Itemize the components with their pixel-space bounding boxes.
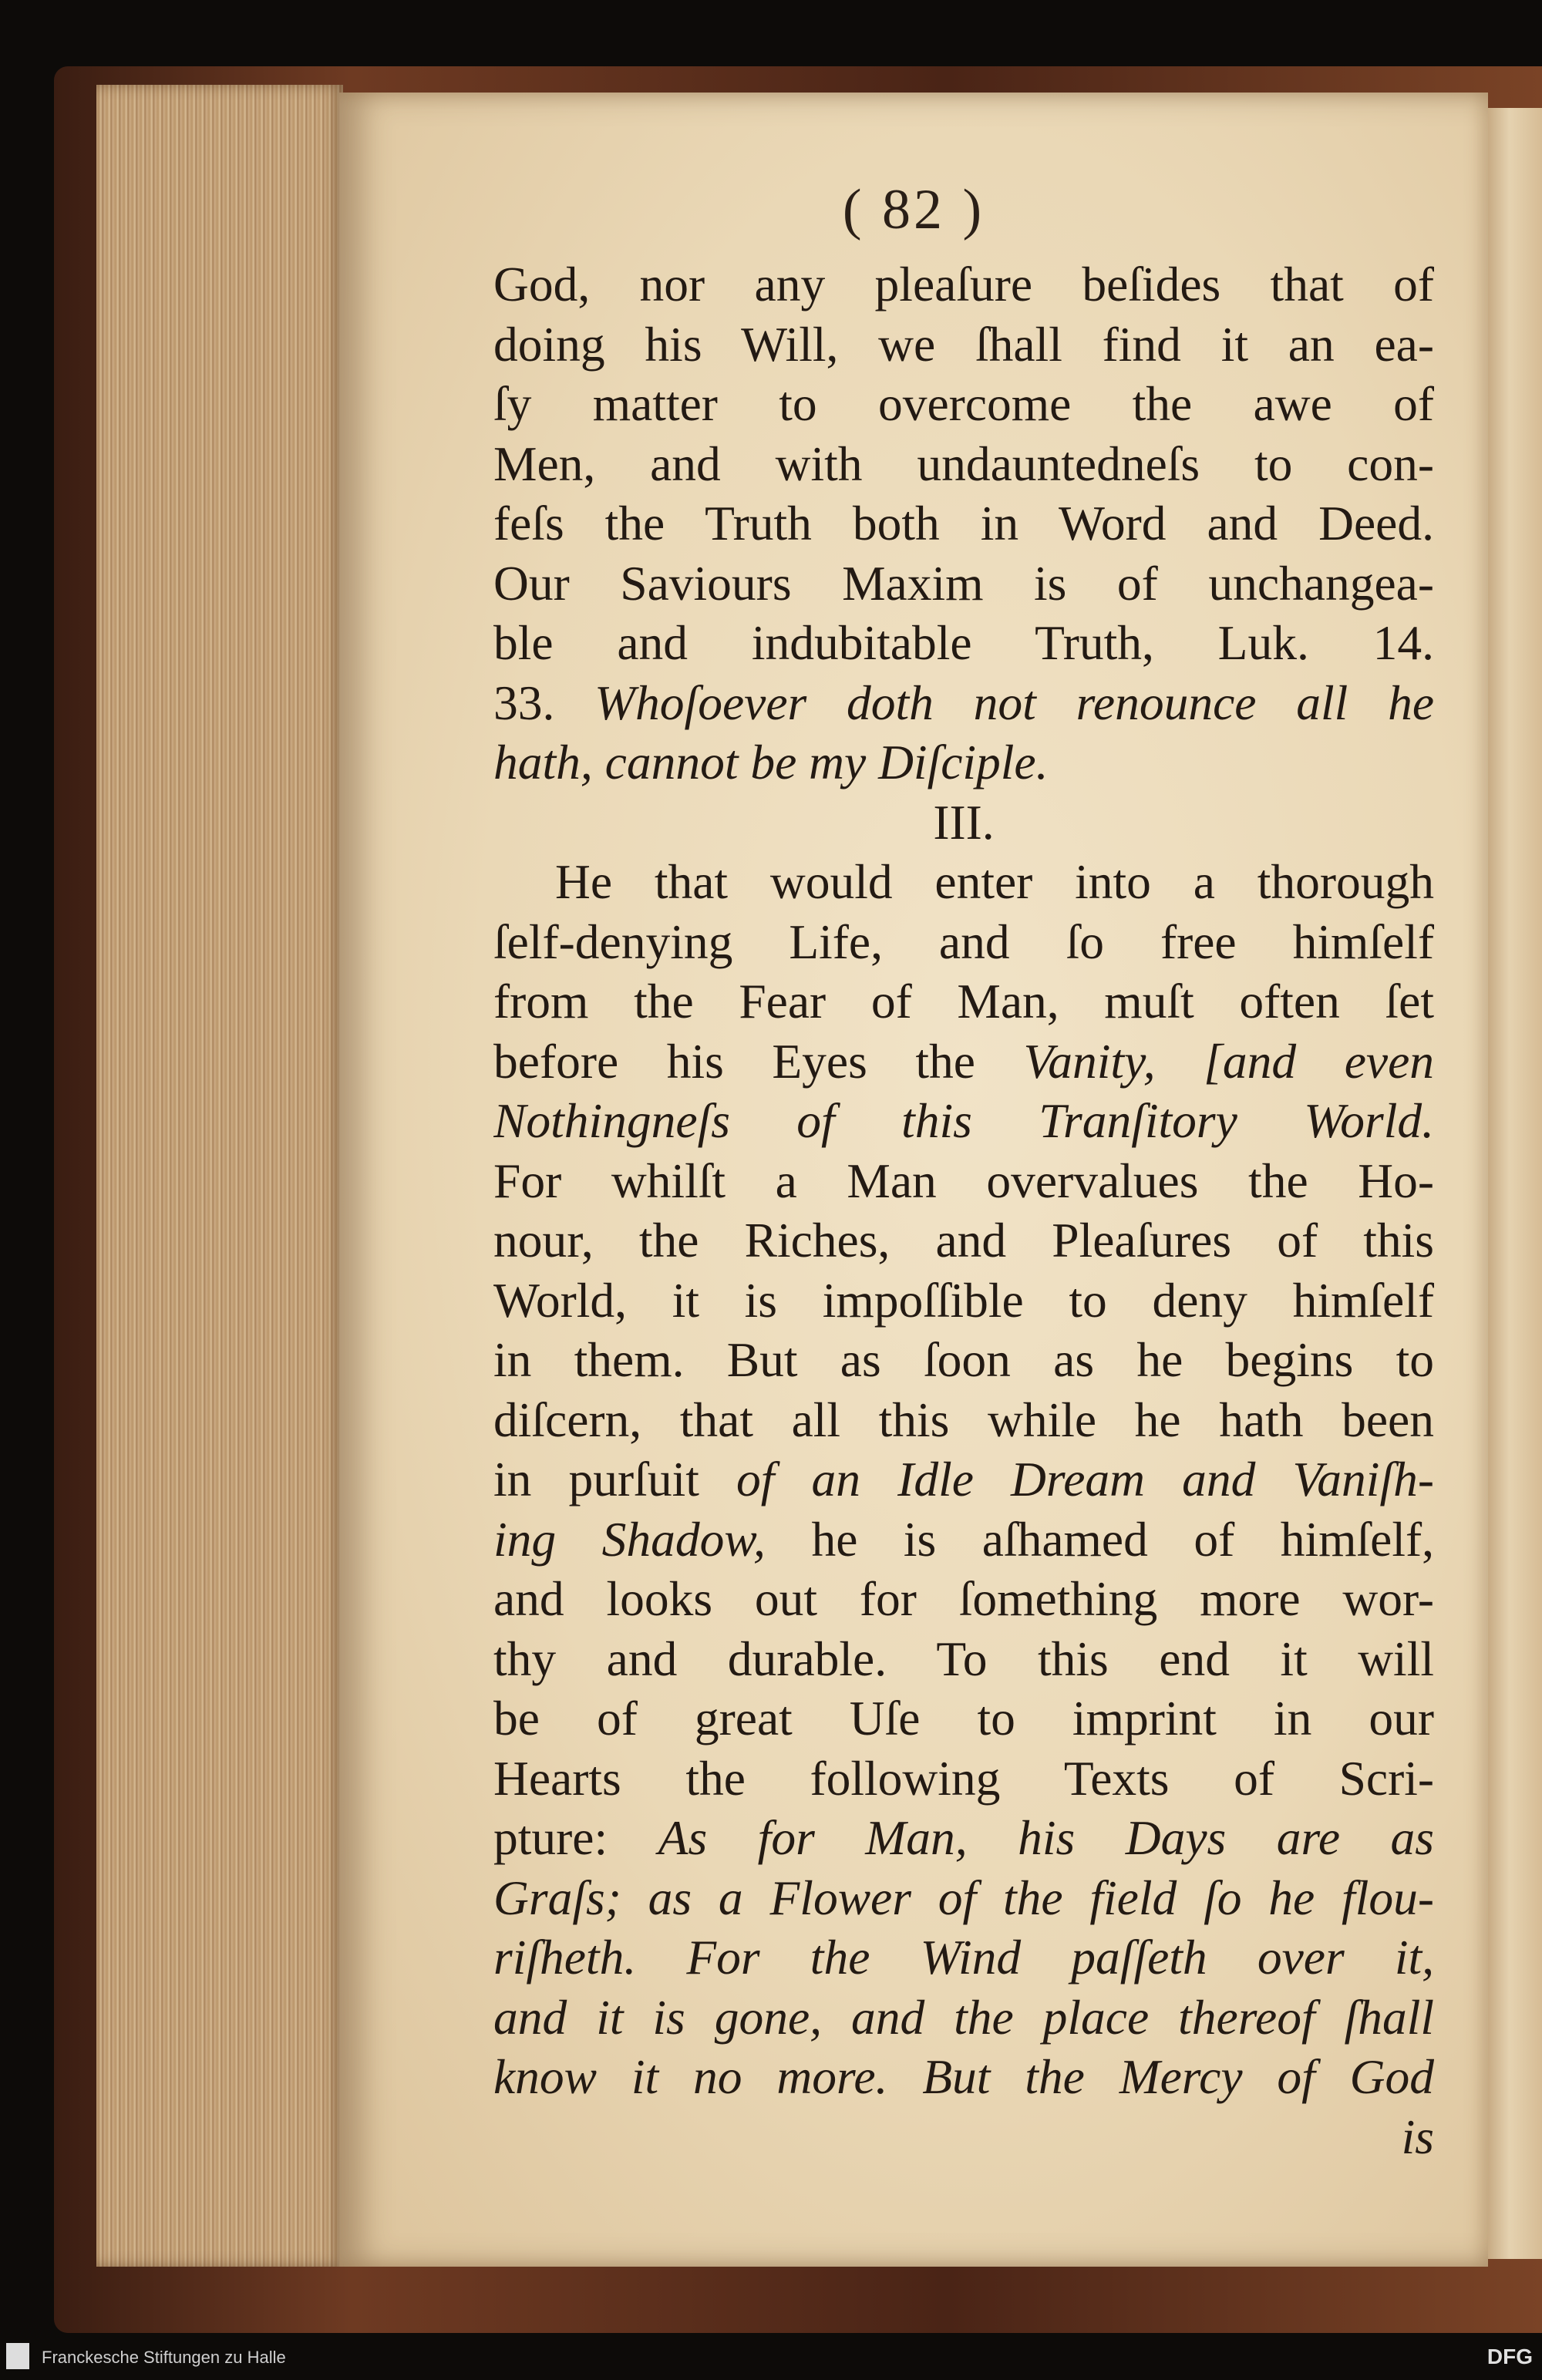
text-line: Men, and with undauntedneſs to con- [493, 436, 1434, 491]
book-page [339, 93, 1488, 2267]
text-line: in purſuit of an Idle Dream and Vaniſh- [493, 1452, 1434, 1506]
text-line: diſcern, that all this while he hath been [493, 1392, 1434, 1447]
facing-page-edge [1488, 108, 1542, 2259]
text-line: thy and durable. To this end it will [493, 1631, 1434, 1686]
text-line: Graſs; as a Flower of the field ſo he flou- [493, 1870, 1434, 1925]
text-line: He that would enter into a thorough [555, 854, 1434, 909]
text-line: Hearts the following Texts of Scri- [493, 1750, 1434, 1806]
text-line: 33. Whoſoever doth not renounce all he [493, 675, 1434, 730]
text-line: Nothingneſs of this Tranſitory World. [493, 1093, 1434, 1148]
text-line: Our Saviours Maxim is of unchangea- [493, 555, 1434, 611]
section-heading: III. [933, 794, 995, 850]
text-line: in them. But as ſoon as he begins to [493, 1332, 1434, 1387]
institution-logo-icon [6, 2343, 29, 2369]
text-line: and looks out for ſomething more wor- [493, 1571, 1434, 1626]
text-line: God, nor any pleaſure beſides that of [493, 257, 1434, 311]
text-line: know it no more. But the Mercy of God [493, 2049, 1434, 2104]
text-line: ſy matter to overcome the awe of [493, 376, 1434, 431]
dfg-logo: DFG [1486, 2345, 1533, 2368]
text-line: and it is gone, and the place thereof ſhall [493, 1989, 1434, 2045]
text-line: nour, the Riches, and Pleaſures of this [493, 1213, 1434, 1267]
page-text [493, 254, 1434, 2166]
text-line: feſs the Truth both in Word and Deed. [493, 496, 1434, 550]
text-line: from the Fear of Man, muſt often ſet [493, 974, 1434, 1028]
catchword: is [1401, 2109, 1434, 2164]
page-number: ( 82 ) [842, 178, 985, 241]
text-line: be of great Uſe to imprint in our [493, 1691, 1434, 1745]
text-line: ing Shadow, he is aſhamed of himſelf, [493, 1511, 1434, 1567]
text-line: ble and indubitable Truth, Luk. 14. [493, 615, 1434, 670]
text-line: doing his Will, we ſhall find it an ea- [493, 316, 1434, 372]
institution-name: Franckesche Stiftungen zu Halle [42, 2348, 286, 2367]
page-edges [96, 85, 343, 2267]
footer-bar [0, 2334, 1542, 2380]
text-line: World, it is impoſſible to deny himſelf [493, 1272, 1434, 1328]
text-line: For whilſt a Man overvalues the Ho- [493, 1153, 1434, 1208]
text-line: riſheth. For the Wind paſſeth over it, [493, 1930, 1434, 1984]
text-line: pture: As for Man, his Days are as [493, 1810, 1434, 1865]
text-line: hath, cannot be my Diſciple. [493, 735, 1049, 789]
text-line: ſelf-denying Life, and ſo free himſelf [493, 914, 1434, 969]
text-line: before his Eyes the Vanity, [and even [493, 1033, 1434, 1089]
